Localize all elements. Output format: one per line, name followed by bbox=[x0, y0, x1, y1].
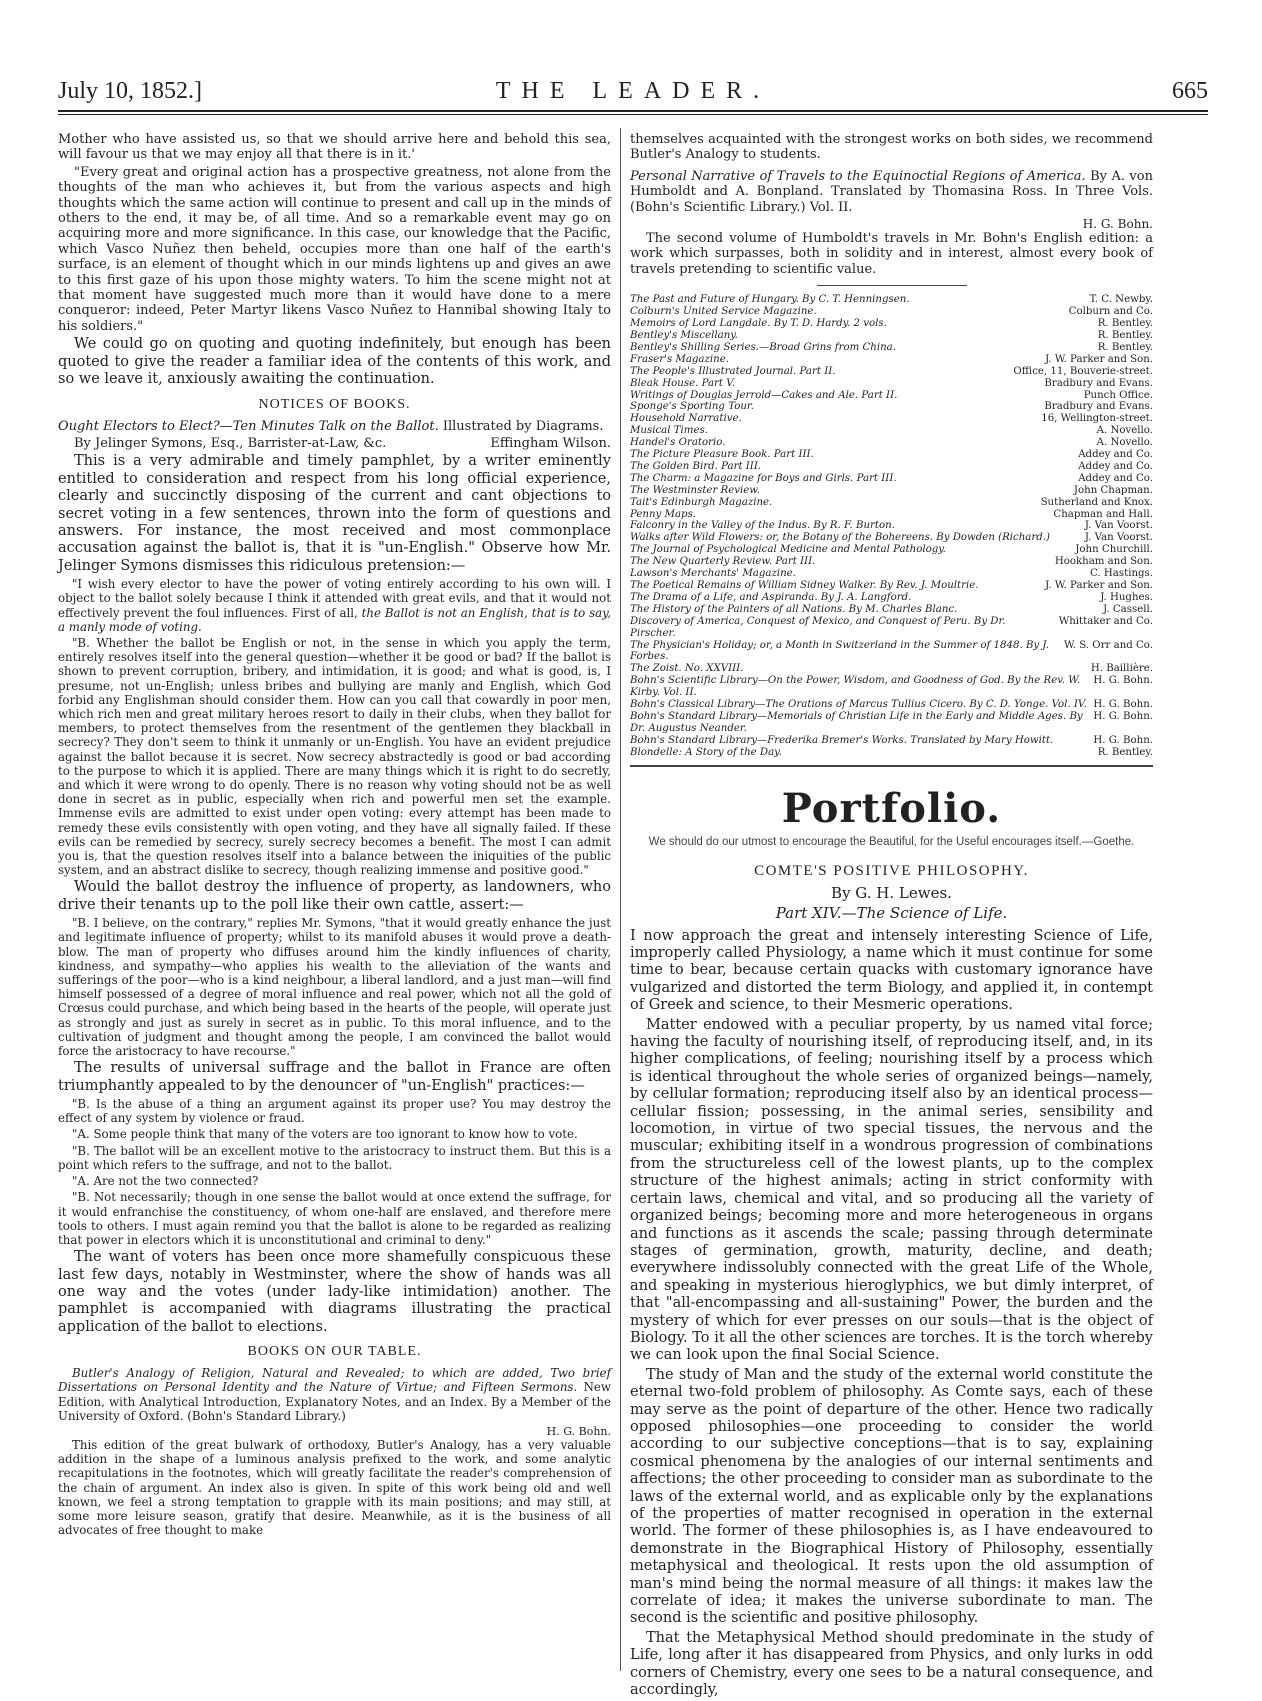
catalog-publisher: Chapman and Hall. bbox=[1053, 508, 1153, 520]
book-title: Butler's Analogy of Religion, Natural and Revealed; to which are added, Two brief Dissertations on Personal Identity and the Nature of Virtue; and Fifteen Sermons. bbox=[58, 1366, 611, 1395]
paragraph: This is a very admirable and timely pamphlet, by a writer eminently entitled to consideration and respect from his long official experience, clearly and succinctly disposing of the current and cant objections to secret voting in a few sentences, thrown into the form of questions and answers. For instance, the most received and most commonplace accusation against the ballot is, that it is "un-English." Observe how Mr. Jelinger Symons dismisses this ridiculous pretension:— bbox=[58, 453, 611, 574]
catalog-publisher: J. Hughes. bbox=[1100, 591, 1153, 603]
quote-paragraph: "B. I believe, on the contrary," replies Mr. Symons, "that it would greatly enhance the just and legitimate influence of property; whilst to its manifold abuses it would prove a death-blow. The man of property who diffuses around him the kindly influences of charity, kindness, and sympathy—who applies his wealth to the alleviation of the wants and sufferings of the poor—who is a kind neighbour, a liberal landlord, and a just man—will find himself possessed of a degree of moral influence and real power, which not all the gold of Crœsus could purchase, and which being based in the hearts of the people, will operate just as strongly and just as surely in secret as in public. To this moral influence, and to the cultivation of judgment and thought among the people, I am convinced the ballot would force the aristocracy to have recourse." bbox=[58, 916, 611, 1059]
catalog-entry bbox=[630, 390, 1153, 402]
article-paragraph: That the Metaphysical Method should predominate in the study of Life, long after it has disappeared from Physics, and only lurks in odd corners of Chemistry, every one sees to be a natural consequence, and accordingly, bbox=[630, 1629, 1153, 1699]
books-received-list bbox=[630, 294, 1153, 758]
catalog-title: The Zoist. No. XXVIII. bbox=[630, 663, 744, 675]
catalog-entry bbox=[630, 354, 1153, 366]
catalog-title: Penny Maps. bbox=[630, 508, 697, 520]
catalog-publisher: John Churchill. bbox=[1075, 544, 1153, 556]
article-part-text: Part XIV.—The Science of Life. bbox=[775, 903, 1008, 922]
catalog-title: The People's Illustrated Journal. Part II. bbox=[630, 365, 836, 377]
catalog-publisher: 16, Wellington-street. bbox=[1041, 413, 1153, 425]
catalog-title: Handel's Oratorio. bbox=[630, 437, 726, 449]
catalog-entry bbox=[630, 437, 1153, 449]
paragraph: Mother who have assisted us, so that we should arrive here and behold this sea, will favour us that we may enjoy all that there is in it.' bbox=[58, 132, 611, 163]
catalog-publisher: J. W. Parker and Son. bbox=[1045, 353, 1153, 365]
catalog-publisher: Office, 11, Bouverie-street. bbox=[1013, 365, 1153, 377]
catalog-title: Bleak House. Part V. bbox=[630, 377, 736, 389]
catalog-entry bbox=[630, 604, 1153, 616]
catalog-publisher: Bradbury and Evans. bbox=[1044, 377, 1153, 389]
section-masthead: Portfolio. bbox=[781, 784, 1002, 832]
page-header bbox=[58, 78, 1208, 112]
catalog-entry bbox=[630, 580, 1153, 592]
catalog-title: Memoirs of Lord Langdale. By T. D. Hardy. 2 vols. bbox=[630, 318, 887, 330]
catalog-title: The History of the Painters of all Nations. By M. Charles Blanc. bbox=[630, 603, 958, 615]
issue-date: July 10, 1852.] bbox=[58, 78, 202, 104]
catalog-publisher: Colburn and Co. bbox=[1068, 306, 1153, 318]
book-author-line bbox=[58, 436, 611, 451]
catalog-publisher: A. Novello. bbox=[1096, 425, 1153, 437]
catalog-title: Writings of Douglas Jerrold—Cakes and Ale. Part II. bbox=[630, 389, 898, 401]
catalog-publisher: H. G. Bohn. bbox=[1093, 675, 1153, 687]
catalog-entry bbox=[630, 318, 1153, 330]
catalog-publisher: J. W. Parker and Son. bbox=[1045, 580, 1153, 591]
catalog-publisher: Bradbury and Evans. bbox=[1044, 401, 1153, 413]
paragraph: Would the ballot destroy the influence of property, as landowners, who drive their tenants up to the poll like their own cattle, assert:— bbox=[58, 879, 611, 913]
catalog-title: Falconry in the Valley of the Indus. By R. F. Burton. bbox=[630, 520, 895, 532]
section-heading: BOOKS ON OUR TABLE. bbox=[247, 1344, 422, 1360]
book-note: Illustrated by Diagrams. bbox=[442, 418, 604, 434]
catalog-entry bbox=[630, 378, 1153, 390]
quote-text: "I wish every elector to have the power of voting entirely according to his own will. I object to the ballot solely because I think it attended with great evils, and that it would not effectively prevent the foul influences. First of all, bbox=[58, 577, 611, 620]
catalog-entry bbox=[630, 449, 1153, 461]
catalog-title: Bentley's Miscellany. bbox=[630, 329, 738, 341]
motto: We should do our utmost to encourage the Beautiful, for the Useful encourages itself.—Goethe. bbox=[648, 835, 1135, 848]
catalog-title: The Westminster Review. bbox=[630, 484, 761, 496]
catalog-publisher: W. S. Orr and Co. bbox=[1064, 639, 1153, 651]
quote-paragraph: "A. Are not the two connected? bbox=[72, 1174, 259, 1189]
divider bbox=[817, 285, 967, 286]
catalog-title: Musical Times. bbox=[630, 425, 708, 437]
catalog-publisher: Punch Office. bbox=[1083, 389, 1153, 401]
article-paragraph: The study of Man and the study of the external world constitute the eternal two-fold problem of philosophy. As Comte says, each of these may serve as the point of departure of the other. Hence two radically opposed philosophies—one proceeding to consider the world according to our subjective conceptions—that is to say, explaining cosmical phenomena by the analogies of our internal sentiments and affections; the other proceeding to consider man as subordinate to the laws of the external world, and as explicable only by the explanations of the properties of matter recognised in operation in the external world. The former of these philosophies is, as I have endeavoured to demonstrate in the Biographical History of Philosophy, essentially metaphysical and theological. It rests upon the old assumption of man's mind being the normal measure of all things: it makes law the correlate of idea; it makes the universe subordinate to man. The second is the scientific and positive philosophy. bbox=[630, 1366, 1153, 1627]
catalog-entry bbox=[630, 616, 1153, 640]
section-heading: NOTICES OF BOOKS. bbox=[258, 396, 411, 412]
book-publisher: H. G. Bohn. bbox=[1082, 217, 1153, 232]
catalog-entry bbox=[630, 592, 1153, 604]
paragraph: This edition of the great bulwark of orthodoxy, Butler's Analogy, has a very valuable addition in the shape of a luminous analysis prefixed to the work, and some analytic recapitulations in the footnotes, which will greatly facilitate the reader's comprehension of the chain of argument. An index also is given. In spite of this work being old and well known, we feel a strong temptation to grapple with its main positions; and may still, at some more leisure season, gratify that desire. Meanwhile, as it is the business of all advocates of free thought to make bbox=[58, 1437, 611, 1538]
paragraph: themselves acquainted with the strongest works on both sides, we recommend Butler's Analogy to students. bbox=[630, 132, 1153, 163]
catalog-entry bbox=[630, 413, 1153, 425]
book-publisher: Effingham Wilson. bbox=[490, 435, 611, 451]
catalog-publisher: John Chapman. bbox=[1073, 484, 1153, 496]
catalog-entry bbox=[630, 509, 1153, 521]
book-publisher: H. G. Bohn. bbox=[546, 1424, 611, 1438]
catalog-publisher: J. Van Voorst. bbox=[1084, 532, 1153, 544]
quote-paragraph: "B. Is the abuse of a thing an argument against its proper use? You may destroy the effect of any system by violence or fraud. bbox=[58, 1097, 611, 1126]
catalog-entry bbox=[630, 461, 1153, 473]
article-part bbox=[630, 904, 1153, 922]
catalog-publisher: J. Cassell. bbox=[1103, 603, 1153, 615]
catalog-publisher: R. Bentley. bbox=[1097, 329, 1153, 341]
catalog-title: The Charm: a Magazine for Boys and Girls. Part III. bbox=[630, 472, 897, 484]
masthead-title: THE LEADER. bbox=[495, 78, 771, 104]
header-rule bbox=[58, 110, 1208, 112]
book-author: By Jelinger Symons, Esq., Barrister-at-Law, &c. bbox=[74, 435, 387, 451]
article-title: COMTE'S POSITIVE PHILOSOPHY. bbox=[754, 862, 1029, 879]
catalog-title: Blondelle: A Story of the Day. bbox=[630, 746, 782, 758]
quote-paragraph: "Every great and original action has a prospective greatness, not alone from the thoughts of the man who achieves it, but from the various aspects and high thoughts which the same action will continue to present and call up in the minds of others to the end, it may be, of all time. And so a remarkable event may go on acquiring more and more significance. In this case, our knowledge that the Pacific, which Vasco Nuñez then beheld, occupies more than one half of the earth's surface, is an element of thought which in our minds lightens up and gives an awe to this first gaze of his upon those mighty waters. To him the scene might not at that moment have suggested much more than it would have done to a mere conqueror: indeed, Peter Martyr likens Vasco Nuñez to Hannibal showing Italy to his soldiers." bbox=[58, 164, 611, 334]
catalog-publisher: Hookham and Son. bbox=[1054, 556, 1153, 568]
article-byline: By G. H. Lewes. bbox=[831, 883, 952, 902]
catalog-title: Colburn's United Service Magazine. bbox=[630, 306, 817, 318]
catalog-entry bbox=[630, 711, 1153, 735]
catalog-entry bbox=[630, 306, 1153, 318]
catalog-entry bbox=[630, 294, 1153, 306]
catalog-title: The Poetical Remains of William Sidney Walker. By Rev. J. Moultrie. bbox=[630, 580, 979, 591]
catalog-publisher: H. Baillière. bbox=[1090, 663, 1153, 675]
left-column bbox=[58, 132, 611, 1671]
catalog-entry bbox=[630, 366, 1153, 378]
catalog-publisher: A. Novello. bbox=[1096, 437, 1153, 449]
book-title: Personal Narrative of Travels to the Equinoctial Regions of America. bbox=[630, 168, 1086, 184]
column-rule bbox=[620, 128, 621, 1671]
catalog-entry bbox=[630, 747, 1153, 759]
catalog-title: The Drama of a Life, and Aspiranda. By J. A. Langford. bbox=[630, 591, 912, 603]
catalog-entry bbox=[630, 735, 1153, 747]
quote-paragraph: "B. Whether the ballot be English or not, in the sense in which you apply the term, entirely resolves itself into the general question—whether it be good or bad? If the ballot is shown to prevent corruption, bribery, and intimidation, it is good; and what is good, is, I presume, not un-English; unless bribes and bullying are manly and English, which God forbid any Englishman should consider them. How can you call that cowardly in poor men, which rich men and great military heroes resort to daily in their clubs, when they ballot for members, to protect themselves from the resentment of the gentlemen they blackball in secrecy? They don't seem to think it unmanly or un-English. You have an evident prejudice against the ballot because it is secret. Now secrecy abstractedly is good or bad according to the purpose to which it is applied. There are many things which it is right to do secretly, and which it were wrong to do openly. There is no reason why voting should not be as well done in secret as in public, especially when rich and powerful men set the example. Immense evils are admitted to exist under open voting: every attempt has been made to remedy these evils consistently with open voting, and they have all signally failed. If these evils can be remedied by secrecy, surely secrecy becomes a benefit. The most I can admit you is, that the question resolves itself into a balance between the iniquities of the public system, and an abstract dislike to secrecy, though realizing immense and positive good." bbox=[58, 635, 611, 878]
catalog-publisher: J. Van Voorst. bbox=[1084, 520, 1153, 532]
catalog-publisher: H. G. Bohn. bbox=[1093, 699, 1153, 711]
book-details: By A. von Humboldt and A. Bonpland. Translated by Thomasina Ross. In Three Vols. (Bohn's Scientific Library.) Vol. II. bbox=[630, 168, 1153, 215]
catalog-title: Tait's Edinburgh Magazine. bbox=[630, 496, 773, 508]
catalog-title: Bohn's Scientific Library—On the Power, Wisdom, and Goodness of God. By the Rev. W. Kirby. Vol. II. bbox=[630, 675, 1081, 699]
header-rule-thin bbox=[58, 114, 1208, 115]
catalog-publisher: R. Bentley. bbox=[1097, 746, 1153, 758]
paragraph: The second volume of Humboldt's travels in Mr. Bohn's English edition: a work which surpasses, both in solidity and in interest, almost every book of travels pretending to scientific value. bbox=[630, 231, 1153, 277]
right-column bbox=[630, 132, 1153, 1699]
catalog-title: Bohn's Standard Library—Memorials of Christian Life in the Early and Middle Ages. By Dr. Augustus Neander. bbox=[630, 710, 1083, 734]
catalog-title: Household Narrative. bbox=[630, 413, 742, 425]
catalog-title: Lawson's Merchants' Magazine. bbox=[630, 568, 796, 580]
catalog-title: Bentley's Shilling Series.—Broad Grins from China. bbox=[630, 341, 896, 353]
divider bbox=[630, 765, 1153, 767]
catalog-title: Bohn's Classical Library—The Orations of Marcus Tullius Cicero. By C. D. Yonge. Vol. IV. bbox=[630, 699, 1087, 711]
quote-paragraph: "B. The ballot will be an excellent motive to the aristocracy to instruct them. But this is a point which refers to the suffrage, and not to the ballot. bbox=[58, 1143, 611, 1172]
catalog-title: The New Quarterly Review. Part III. bbox=[630, 556, 816, 568]
paragraph: We could go on quoting and quoting indefinitely, but enough has been quoted to give the reader a familiar idea of the contents of this work, and so we leave it, anxiously awaiting the continuation. bbox=[58, 336, 611, 388]
catalog-publisher: Addey and Co. bbox=[1078, 472, 1153, 484]
catalog-entry bbox=[630, 675, 1153, 699]
catalog-entry bbox=[630, 663, 1153, 675]
catalog-title: The Physician's Holiday; or, a Month in Switzerland in the Summer of 1848. By J. Forbes. bbox=[630, 639, 1049, 663]
paragraph: The want of voters has been once more shamefully conspicuous these last few days, notably in Westminster, where the show of hands was all one way and the votes (under lady-like intimidation) another. The pamphlet is accompanied with diagrams illustrating the practical application of the ballot to elections. bbox=[58, 1249, 611, 1335]
quote-paragraph: "B. Not necessarily; though in one sense the ballot would at once extend the suffrage, for it would enfranchise the constituency, of whom one-half are enslaved, and therefore mere tools to others. I must again remind you that the ballot is alone to be regarded as realizing that power in electors which it is unconstitutional and criminal to deny." bbox=[58, 1190, 611, 1247]
catalog-entry bbox=[630, 568, 1153, 580]
article-paragraph: Matter endowed with a peculiar property, by us named vital force; having the faculty of nourishing itself, of reproducing itself, and, in its higher complications, of feeling; nourishing itself by a process which is identical throughout the whole series of organized beings—namely, by cellular formation; reproducing itself also by an identical process—cellular fission; possessing, in the animal series, sensibility and locomotion, in virtue of two special tissues, the nervous and the muscular; exhibiting itself in a wondrous progression of combinations from the structureless cell of the lowest plants, up to the complex structure of the highest animals; acting in strict conformity with certain laws, chemical and vital, and so producing all the variety of organized beings; becoming more and more heterogeneous in organs and functions as it ascends the scale; passing through determinate stages of germination, growth, maturity, decline, and death; everywhere indissolubly connected with the great Life of the Whole, and speaking in mysterious hieroglyphics, we but dimly interpret, of that "all-encompassing and all-sustaining" Power, the burden and the mystery of which for ever presses on our souls—that is the object of Biology. To it all the other sciences are torches. It is the torch whereby we can look upon the final Social Science. bbox=[630, 1016, 1153, 1364]
catalog-entry bbox=[630, 497, 1153, 509]
catalog-entry bbox=[630, 699, 1153, 711]
article-paragraph: I now approach the great and intensely interesting Science of Life, improperly called Physiology, a name which it must continue for some time to bear, because certain quacks with customary ignorance have vulgarized and distorted the term Biology, and applied it, in contempt of Greek and science, to their Mesmeric operations. bbox=[630, 927, 1153, 1014]
catalog-publisher: R. Bentley. bbox=[1097, 341, 1153, 353]
catalog-title: Walks after Wild Flowers: or, the Botany of the Bohereens. By Dowden (Richard.) bbox=[630, 532, 1050, 544]
catalog-publisher: T. C. Newby. bbox=[1089, 294, 1153, 306]
catalog-entry bbox=[630, 401, 1153, 413]
book-citation bbox=[630, 169, 1153, 215]
catalog-entry bbox=[630, 544, 1153, 556]
catalog-publisher: Addey and Co. bbox=[1078, 449, 1153, 461]
catalog-title: Fraser's Magazine. bbox=[630, 353, 729, 365]
catalog-title: Sponge's Sporting Tour. bbox=[630, 401, 754, 413]
catalog-title: Bohn's Standard Library—Frederika Bremer's Works. Translated by Mary Howitt. bbox=[630, 734, 1054, 746]
quote-emphasis: the Ballot is not an English, that is to say, a manly mode of voting. bbox=[58, 605, 612, 634]
catalog-publisher: R. Bentley. bbox=[1097, 318, 1153, 330]
catalog-publisher: Addey and Co. bbox=[1078, 460, 1153, 472]
book-citation bbox=[58, 419, 611, 434]
catalog-entry bbox=[630, 640, 1153, 664]
page-number: 665 bbox=[1172, 78, 1208, 104]
book-details: New Edition, with Analytical Introduction, Explanatory Notes, and an Index. By a Member of the University of Oxford. (Bohn's Standard Library.) bbox=[58, 1380, 611, 1423]
catalog-publisher: Whittaker and Co. bbox=[1058, 615, 1153, 627]
book-title: Ought Electors to Elect?—Ten Minutes Talk on the Ballot. bbox=[58, 418, 439, 434]
catalog-entry bbox=[630, 342, 1153, 354]
book-citation bbox=[58, 1366, 611, 1423]
catalog-publisher: Sutherland and Knox. bbox=[1040, 496, 1153, 508]
catalog-title: The Golden Bird. Part III. bbox=[630, 460, 762, 472]
catalog-title: The Past and Future of Hungary. By C. T. Henningsen. bbox=[630, 294, 910, 306]
catalog-title: Discovery of America, Conquest of Mexico, and Conquest of Peru. By Dr. Pirscher. bbox=[630, 615, 1006, 639]
catalog-publisher: C. Hastings. bbox=[1090, 568, 1153, 580]
catalog-publisher: H. G. Bohn. bbox=[1093, 710, 1153, 722]
paragraph: The results of universal suffrage and the ballot in France are often triumphantly appealed to by the denouncer of "un-English" practices:— bbox=[58, 1060, 611, 1094]
catalog-title: The Journal of Psychological Medicine and Mental Pathology. bbox=[630, 544, 946, 556]
catalog-entry bbox=[630, 425, 1153, 437]
catalog-entry bbox=[630, 330, 1153, 342]
catalog-publisher: H. G. Bohn. bbox=[1093, 734, 1153, 746]
catalog-title: The Picture Pleasure Book. Part III. bbox=[630, 449, 814, 461]
catalog-entry bbox=[630, 485, 1153, 497]
quote-paragraph: "A. Some people think that many of the voters are too ignorant to know how to vote. bbox=[72, 1127, 578, 1142]
catalog-entry bbox=[630, 473, 1153, 485]
quote-paragraph bbox=[58, 577, 611, 634]
catalog-entry bbox=[630, 520, 1153, 532]
catalog-entry bbox=[630, 556, 1153, 568]
catalog-entry bbox=[630, 532, 1153, 544]
